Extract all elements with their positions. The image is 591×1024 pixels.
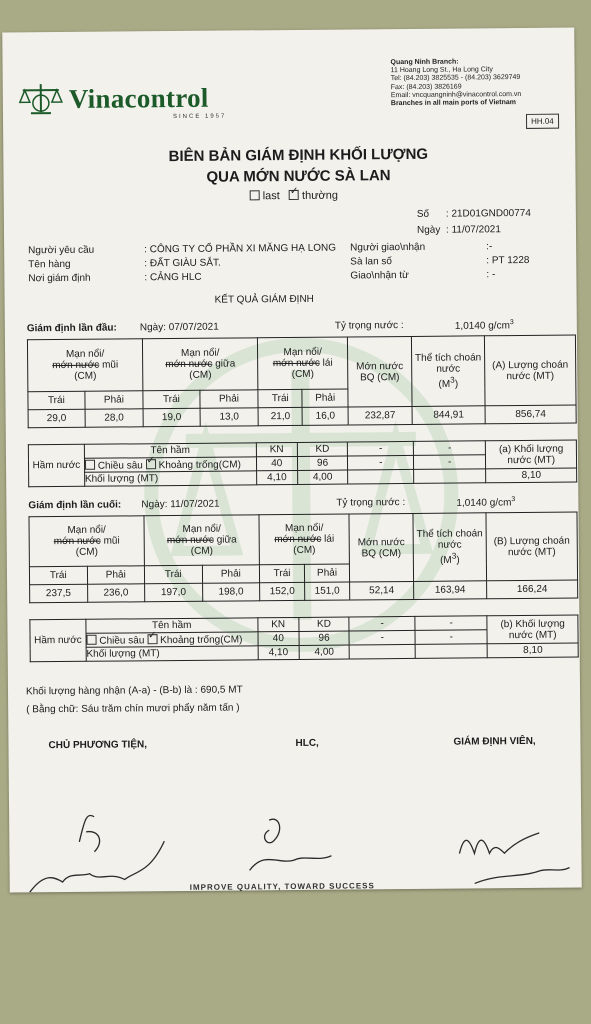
- last-empty1: [350, 644, 416, 659]
- first-empty1: [348, 469, 414, 484]
- hdr-mon-nuoc: mớn nước: [166, 534, 214, 547]
- first-lai-header: [258, 337, 348, 390]
- hdr-man-noi: Mạn nổi/: [182, 523, 221, 535]
- hdr-mui: mũi: [100, 535, 120, 547]
- last-tank-result: 8,10: [488, 643, 579, 658]
- since-year: SINCE 1957: [172, 113, 227, 121]
- last-the-tich-header: [413, 513, 487, 582]
- ngay-value: : 11/07/2021: [445, 224, 501, 236]
- branch-address: 11 Hoang Long St., Ha Long City: [390, 66, 493, 75]
- hdr-the-tich-close: ): [456, 554, 460, 566]
- last-mui-phai: 236,0: [87, 584, 145, 603]
- first-khoang-trong: Khoảng trống(CM): [158, 458, 241, 471]
- ngay-label: Ngày: [416, 224, 441, 236]
- last-kl-kn: 4,10: [258, 645, 299, 659]
- first-tank-table: [28, 440, 577, 488]
- hdr-mon-nuoc: mớn nước: [53, 535, 101, 548]
- first-giua-trai: 19,0: [143, 408, 200, 426]
- hdr-phai: Phải: [304, 564, 349, 582]
- thuong-checkbox[interactable]: [289, 190, 299, 200]
- first-kl-kn: 4,10: [256, 470, 297, 484]
- hdr-trai: Trái: [260, 564, 305, 582]
- first-kn-header: KN: [256, 442, 297, 456]
- last-giua-header: [144, 515, 259, 566]
- giao-nhan-tu-value: : -: [486, 269, 496, 281]
- last-ten-ham: Tên hầm: [86, 618, 258, 634]
- first-lai-phai: 16,0: [303, 407, 349, 425]
- branch-email: Email: vncquangninh@vinacontrol.com.vn: [390, 90, 522, 99]
- last-density: [456, 496, 515, 509]
- first-chieu-sau-checkbox[interactable]: [85, 459, 95, 469]
- first-dash2: -: [413, 441, 486, 456]
- hdr-mon-nuoc: mớn nước: [272, 357, 320, 370]
- hdr-mon-nuoc: mớn nước: [165, 358, 213, 371]
- last-label: last: [262, 190, 280, 203]
- hdr-giua: giữa: [213, 534, 237, 546]
- first-depth-row-label: [84, 457, 256, 473]
- hdr-mui: mũi: [99, 359, 119, 371]
- branch-ports: Branches in all main ports of Vietnam: [390, 99, 517, 108]
- last-kn-header: KN: [258, 617, 299, 631]
- first-lai-trai: 21,0: [258, 407, 302, 425]
- hdr-trai: Trái: [143, 390, 200, 408]
- first-mui-phai: 28,0: [85, 409, 143, 428]
- hdr-man-noi: Mạn nổi/: [67, 524, 106, 536]
- last-khoi-luong-label: Khối lượng (MT): [86, 646, 258, 662]
- first-dash1: -: [348, 441, 414, 456]
- first-luong: 856,74: [485, 405, 576, 424]
- inspection-report-page: [2, 28, 581, 893]
- first-draft-table: [27, 335, 577, 429]
- so-label: Số: [416, 208, 430, 220]
- last-khoang-trong: Khoảng trống(CM): [160, 633, 243, 646]
- ten-hang-value: : ĐẤT GIÀU SẮT.: [144, 257, 221, 270]
- first-mui-trai: 29,0: [28, 409, 85, 427]
- last-khoang-trong-checkbox[interactable]: [147, 634, 157, 644]
- last-lai-phai: 151,0: [305, 582, 350, 600]
- hdr-the-tich-close: ): [454, 378, 459, 390]
- last-the-tich: 163,94: [414, 581, 487, 600]
- first-density-value: 1,0140 g/cm: [454, 320, 510, 332]
- form-code: HH.04: [526, 114, 559, 129]
- sig-chu-phuong-tien: CHỦ PHƯƠNG TIỆN,: [48, 739, 148, 752]
- first-heading: Giám định lần đầu:: [26, 322, 117, 335]
- first-empty2: [414, 469, 487, 484]
- last-dash2: -: [415, 616, 488, 631]
- hdr-phai: Phải: [85, 391, 143, 410]
- first-tank-kd: 96: [297, 456, 348, 470]
- hdr-cm: (CM): [293, 544, 316, 556]
- last-giua-trai: 197,0: [145, 583, 203, 602]
- hdr-giua: giữa: [212, 358, 236, 370]
- first-date: Ngày: 07/07/2021: [139, 321, 219, 334]
- nguoi-yeu-cau-value: : CÔNG TY CỔ PHẦN XI MĂNG HẠ LONG: [144, 242, 337, 256]
- last-density-value: 1,0140 g/cm: [456, 497, 512, 509]
- hdr-cm: (CM): [189, 369, 212, 381]
- first-density-label: Tỷ trọng nước :: [334, 320, 404, 332]
- last-kl-kd: 4,00: [299, 645, 350, 659]
- hdr-cm: (CM): [74, 370, 97, 382]
- last-depth-row-label: [86, 632, 258, 648]
- last-dash4: -: [415, 630, 488, 645]
- last-result-header: (B) Lượng choán nước (MT): [486, 512, 578, 581]
- last-tank-kd: 96: [299, 631, 350, 645]
- signature-hlc: [239, 810, 340, 881]
- last-dash1: -: [349, 616, 415, 631]
- hdr-trai: Trái: [258, 389, 302, 407]
- last-date: Ngày: 11/07/2021: [141, 498, 220, 511]
- hdr-the-tich-sup: 3: [451, 550, 457, 561]
- branch-fax: Fax: (84.203) 3826169: [390, 83, 462, 91]
- report-title-line1: BIÊN BẢN GIÁM ĐỊNH KHỐI LƯỢNG: [168, 145, 429, 166]
- hdr-man-noi: Mạn nổi/: [283, 346, 322, 359]
- hdr-cm: (CM): [291, 368, 315, 380]
- hdr-cm: (CM): [190, 545, 214, 557]
- first-result-header: (A) Lượng choán nước (MT): [484, 335, 576, 406]
- giao-nhan-tu-label: Giao\nhận từ: [350, 269, 409, 282]
- first-dash3: -: [348, 455, 414, 470]
- last-empty2: [415, 644, 488, 659]
- hdr-the-tich-sup: 3: [450, 374, 455, 385]
- signature-owner: [24, 801, 185, 892]
- first-tank-result-label: (a) Khối lượng nước (MT): [486, 440, 577, 469]
- first-chieu-sau: Chiều sâu: [97, 459, 143, 472]
- hdr-man-noi: Mạn nổi/: [65, 348, 105, 360]
- hdr-phai: Phải: [200, 390, 258, 409]
- first-density-sup: 3: [509, 319, 514, 327]
- so-value: : 21D01GND00774: [445, 207, 531, 220]
- first-the-tich-header: [411, 336, 485, 407]
- nguoi-giao-nhan-value: :-: [486, 241, 493, 253]
- last-mui-header: [29, 516, 144, 567]
- branch-info: [391, 58, 522, 108]
- hdr-mon-nuoc: mớn nước: [52, 359, 100, 372]
- hdr-phai: Phải: [202, 565, 260, 584]
- hdr-trai: Trái: [29, 566, 87, 585]
- hdr-the-tich: Thể tích choán nước: [416, 528, 483, 551]
- vinacontrol-scale-icon: [19, 82, 63, 116]
- nguoi-giao-nhan-label: Người giao\nhận: [350, 241, 426, 254]
- report-type-options: [250, 190, 338, 203]
- last-ham-nuoc: Hầm nước: [30, 619, 86, 661]
- hdr-cm: (CM): [75, 546, 98, 558]
- first-giua-header: [143, 338, 259, 391]
- first-tank-result: 8,10: [486, 468, 577, 483]
- last-heading: Giám định lần cuối:: [28, 499, 122, 512]
- hdr-lai: lái: [321, 533, 335, 545]
- nguoi-yeu-cau-label: Người yêu cầu: [28, 244, 95, 257]
- first-khoi-luong-label: Khối lượng (MT): [84, 471, 256, 487]
- last-lai-header: [259, 514, 349, 565]
- first-ten-ham: Tên hầm: [84, 443, 256, 459]
- sig-hlc: HLC,: [295, 737, 319, 749]
- first-the-tich: 844,91: [412, 406, 485, 425]
- hdr-trai: Trái: [28, 391, 85, 409]
- last-giua-phai: 198,0: [202, 583, 260, 602]
- hdr-man-noi: Mạn nổi/: [284, 522, 324, 535]
- first-bq: 232,87: [348, 406, 412, 425]
- first-tank-kn: 40: [256, 456, 297, 470]
- last-checkbox[interactable]: [250, 190, 260, 200]
- sa-lan-so-label: Sà lan số: [350, 256, 393, 268]
- last-density-label: Tỷ trọng nước :: [336, 497, 406, 509]
- hdr-the-tich-unit: (M: [440, 554, 452, 566]
- first-bq-header: Mớn nước BQ (CM): [347, 336, 412, 407]
- hdr-trai: Trái: [144, 565, 202, 584]
- sa-lan-so-value: : PT 1228: [486, 254, 530, 267]
- hdr-lai: lái: [319, 357, 333, 369]
- last-draft-table: [28, 512, 578, 604]
- sig-giam-dinh-vien: GIÁM ĐỊNH VIÊN,: [453, 735, 536, 748]
- company-tagline: IMPROVE QUALITY, TOWARD SUCCESS: [189, 881, 375, 892]
- summary-words: ( Bằng chữ: Sáu trăm chín mươi phẩy năm tấn ): [26, 702, 240, 716]
- first-dash4: -: [413, 455, 486, 470]
- first-density: [455, 319, 514, 332]
- branch-name: Quang Ninh Branch:: [390, 58, 459, 67]
- hdr-man-noi: Mạn nổi/: [180, 347, 220, 359]
- last-lai-trai: 152,0: [260, 582, 305, 600]
- last-kd-header: KD: [299, 617, 350, 631]
- last-tank-result-label: (b) Khối lượng nước (MT): [487, 615, 578, 644]
- last-chieu-sau-checkbox[interactable]: [86, 634, 96, 644]
- hdr-mon-nuoc: mớn nước: [274, 533, 322, 546]
- last-tank-table: [29, 615, 578, 663]
- hdr-the-tich-unit: (M: [438, 378, 451, 390]
- last-dash3: -: [349, 630, 415, 645]
- first-khoang-trong-checkbox[interactable]: [146, 459, 156, 469]
- last-density-sup: 3: [511, 496, 516, 504]
- first-giua-phai: 13,0: [200, 408, 258, 427]
- hdr-phai: Phải: [87, 566, 145, 585]
- result-title: KẾT QUẢ GIÁM ĐỊNH: [214, 293, 314, 306]
- signature-inspector: [449, 813, 580, 889]
- last-bq-header: Mớn nước BQ (CM): [349, 513, 414, 582]
- last-mui-trai: 237,5: [30, 584, 88, 603]
- first-ham-nuoc: Hầm nước: [28, 444, 84, 486]
- noi-giam-dinh-label: Nơi giám định: [28, 272, 91, 285]
- thuong-label: thường: [301, 189, 339, 202]
- hdr-phai: Phải: [302, 389, 348, 407]
- last-luong: 166,24: [487, 580, 578, 599]
- ten-hang-label: Tên hàng: [28, 258, 71, 271]
- last-chieu-sau: Chiều sâu: [99, 634, 145, 647]
- first-mui-header: [27, 339, 143, 392]
- first-kd-header: KD: [297, 442, 348, 456]
- last-bq: 52,14: [350, 581, 414, 600]
- report-title-line2: QUA MỚN NƯỚC SÀ LAN: [206, 167, 391, 186]
- last-tank-kn: 40: [258, 631, 299, 645]
- noi-giam-dinh-value: : CẢNG HLC: [144, 271, 202, 284]
- hdr-the-tich: Thể tích choán nước: [414, 352, 482, 375]
- first-kl-kd: 4,00: [297, 470, 348, 484]
- branch-tel: Tel: (84.203) 3825535 - (84.203) 3629749: [390, 74, 521, 83]
- company-logo-text: Vinacontrol: [68, 82, 209, 114]
- summary-line: Khối lượng hàng nhận (A-a) - (B-b) là : 690,5 MT: [25, 684, 243, 698]
